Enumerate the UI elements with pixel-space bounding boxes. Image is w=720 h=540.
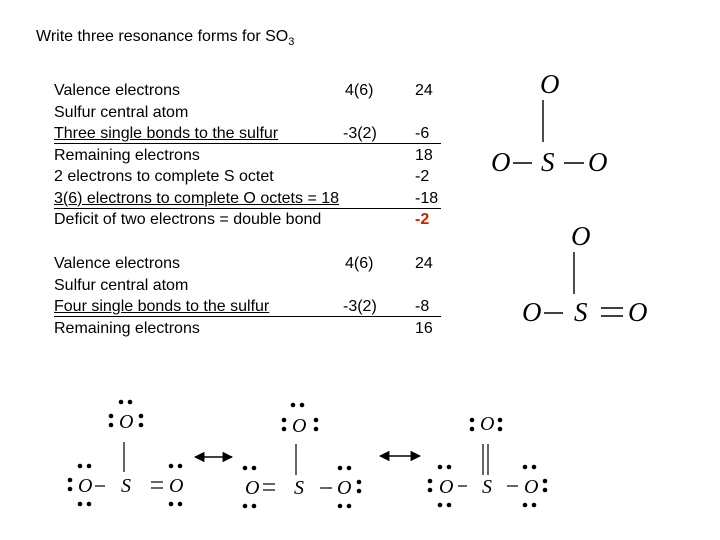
row-label: Four single bonds to the sulfur <box>54 298 270 315</box>
oxygen-top-atom: O <box>540 69 560 99</box>
oxygen-right-atom: O <box>524 476 539 498</box>
page-title: Write three resonance forms for $SO_3$ <box>36 28 295 49</box>
row-label: 3(6) electrons to complete O octets = 18 <box>54 189 340 207</box>
oxygen-right-atom: O <box>628 297 648 327</box>
row-label: Valence electrons <box>54 255 180 272</box>
row-value: -6 <box>415 125 430 142</box>
oxygen-right-atom: O <box>588 147 608 177</box>
row-multiplier: 4(6) <box>345 82 374 99</box>
oxygen-top-atom: O <box>571 221 591 251</box>
row-label: 2 electrons to complete S octet <box>54 168 274 185</box>
row-multiplier: -3(2) <box>343 298 377 315</box>
oxygen-left-atom: O <box>522 297 542 327</box>
sulfur-atom: S <box>574 297 588 327</box>
row-label: Three single bonds to the sulfur <box>54 125 279 142</box>
sulfur-atom: S <box>121 475 131 497</box>
oxygen-top-atom: O <box>119 411 134 433</box>
row-label: Sulfur central atom <box>54 276 189 294</box>
row-label: Valence electrons <box>54 82 180 99</box>
oxygen-right-atom: O <box>337 477 352 499</box>
resonance-form-2 <box>243 403 362 509</box>
sulfur-atom: S <box>541 147 555 177</box>
deficit-value: -2 <box>415 211 430 228</box>
resonance-form-3 <box>428 413 548 507</box>
resonance-forms <box>0 380 720 530</box>
oxygen-right-atom: O <box>169 475 184 497</box>
oxygen-left-atom: O <box>245 477 260 499</box>
oxygen-left-atom: O <box>78 475 93 497</box>
row-value: 16 <box>415 319 433 337</box>
row-value: -2 <box>415 168 430 185</box>
row-value: 24 <box>415 82 433 99</box>
row-label: Sulfur central atom <box>54 103 189 121</box>
so3-skeleton-double-bond <box>515 218 675 333</box>
row-label: Remaining electrons <box>54 319 200 337</box>
row-multiplier: 4(6) <box>345 255 374 272</box>
row-value: 24 <box>415 255 433 272</box>
row-label: Remaining electrons <box>54 146 200 164</box>
oxygen-top-atom: O <box>292 415 307 437</box>
row-multiplier: -3(2) <box>343 125 377 142</box>
row-label: Deficit of two electrons = double bond <box>54 211 322 228</box>
so3-skeleton-single-bonds <box>480 60 630 185</box>
row-value: 18 <box>415 146 433 164</box>
row-value: -8 <box>415 298 430 315</box>
sulfur-atom: S <box>482 476 492 498</box>
sulfur-atom: S <box>294 477 304 499</box>
oxygen-left-atom: O <box>491 147 511 177</box>
resonance-form-1 <box>68 400 184 507</box>
oxygen-top-atom: O <box>480 413 495 435</box>
row-value: -18 <box>415 189 439 207</box>
oxygen-left-atom: O <box>439 476 454 498</box>
